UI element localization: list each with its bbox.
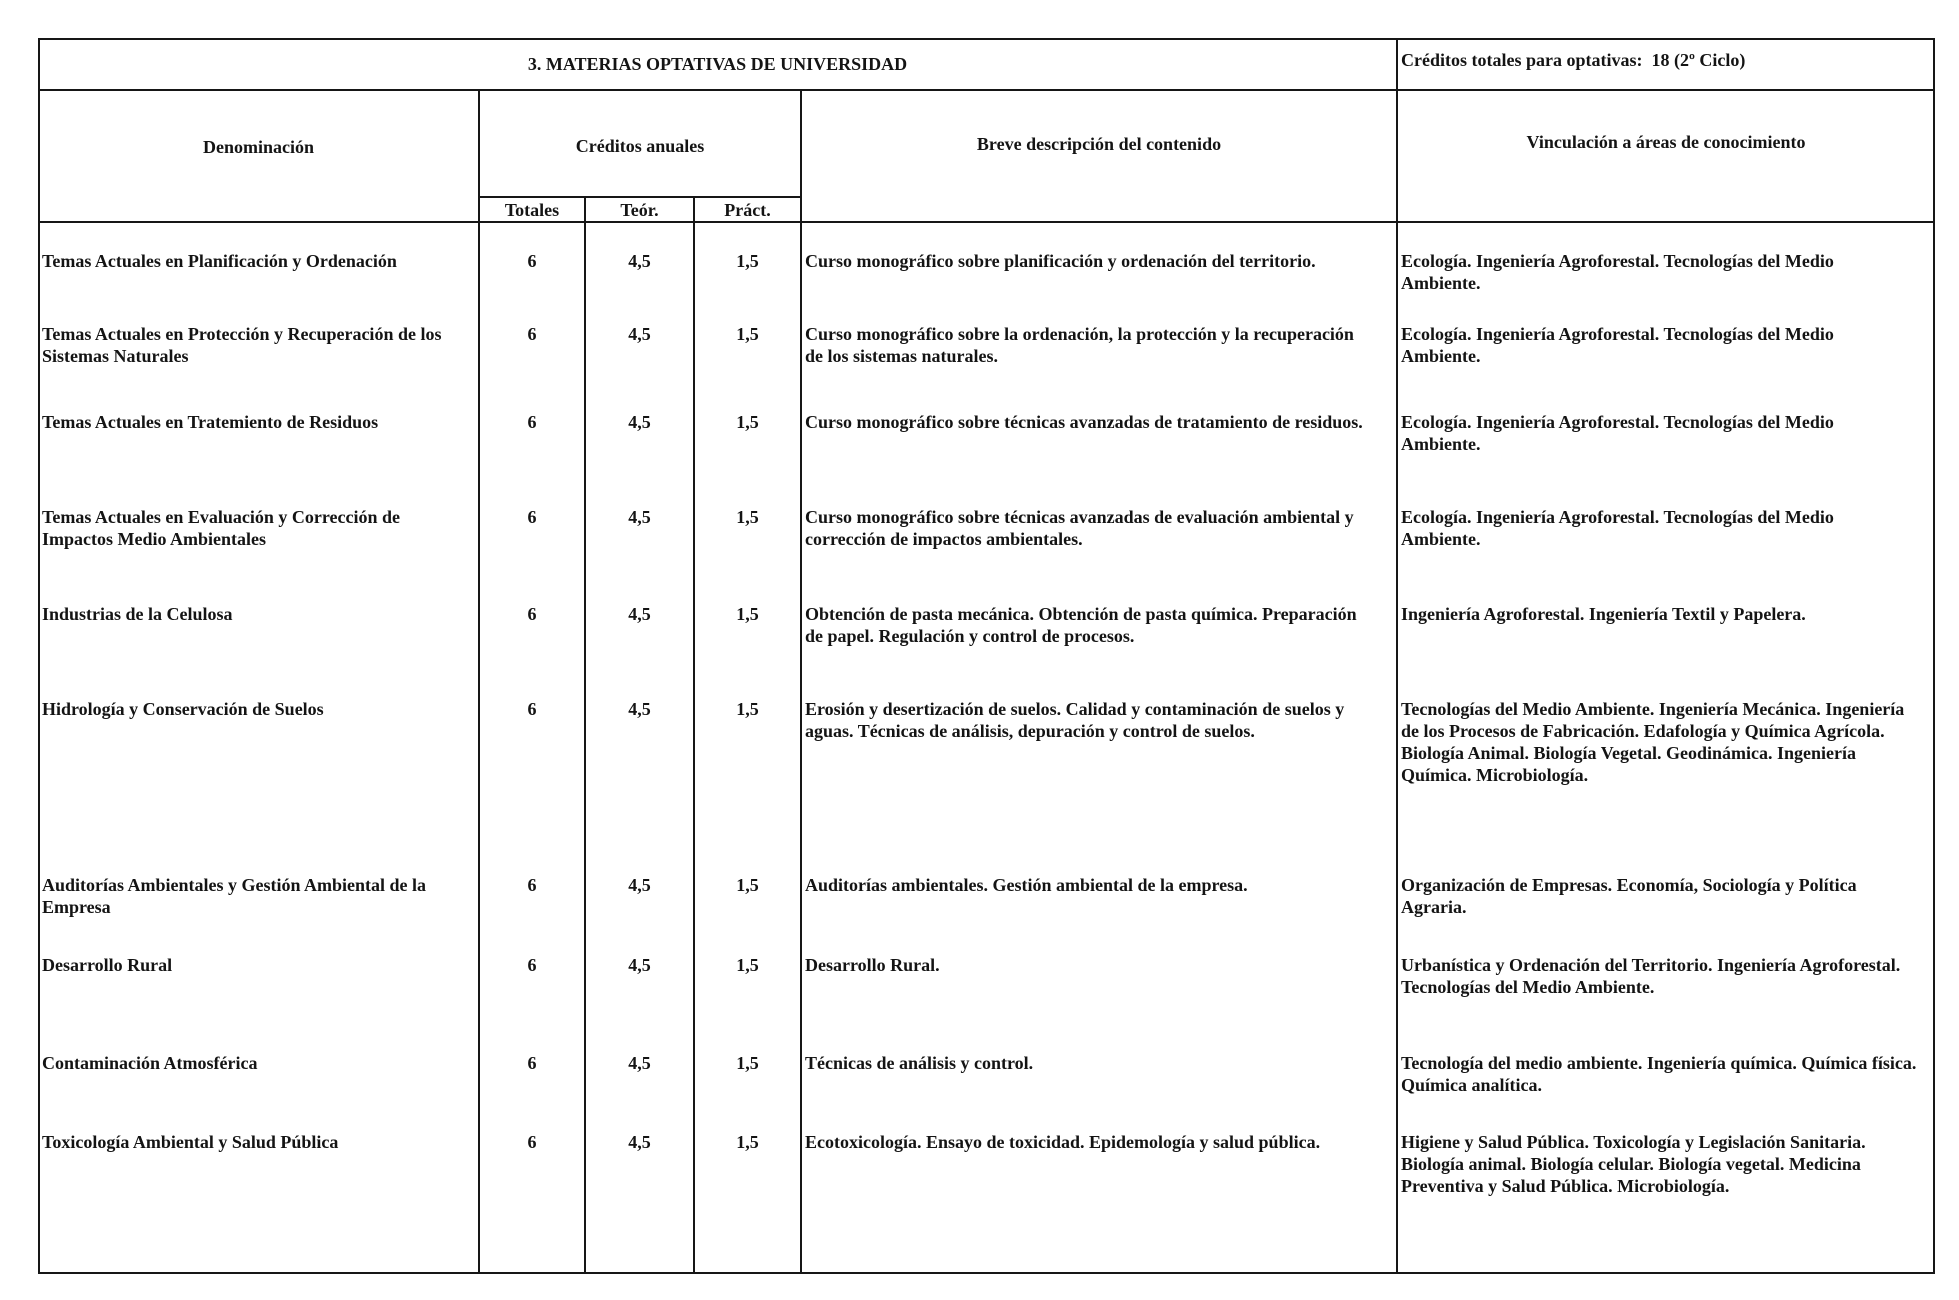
total-optional-credits: Créditos totales para optativas: 18 (2º Ciclo) (1401, 50, 1746, 70)
credits-theory: 4,5 (628, 1132, 651, 1152)
table-row (0, 1052, 1959, 1095)
credits-practice: 1,5 (736, 324, 759, 344)
knowledge-areas: Higiene y Salud Pública. Toxicología y Legislación Sanitaria. Biología animal. Biología celular. Biología vegetal. Medicina Preventiva y Salud Pública. Microbiología. (1401, 1132, 1866, 1196)
knowledge-areas: Tecnología del medio ambiente. Ingeniería química. Química física. Química analítica. (1401, 1053, 1917, 1095)
credits-subheader-divider (479, 196, 801, 198)
credits-practice: 1,5 (736, 412, 759, 432)
column-header-vinculacion: Vinculación a áreas de conocimiento (1526, 132, 1806, 152)
column-header-creditos-anuales: Créditos anuales (575, 136, 705, 156)
subject-name: Temas Actuales en Evaluación y Corrección de Impactos Medio Ambientales (42, 507, 400, 549)
table-row (0, 954, 1959, 997)
credits-practice: 1,5 (736, 875, 759, 895)
knowledge-areas: Ecología. Ingeniería Agroforestal. Tecnologías del Medio Ambiente. (1401, 251, 1834, 293)
subject-description: Curso monográfico sobre técnicas avanzadas de evaluación ambiental y corrección de impactos ambientales. (805, 507, 1354, 549)
column-header-denominacion: Denominación (202, 137, 314, 157)
table-row (0, 1131, 1959, 1196)
credits-total: 6 (527, 507, 537, 527)
column-header-descripcion: Breve descripción del contenido (976, 134, 1222, 154)
column-header-practicos: Práct. (724, 200, 771, 220)
knowledge-areas: Ecología. Ingeniería Agroforestal. Tecnologías del Medio Ambiente. (1401, 324, 1834, 366)
subject-name: Hidrología y Conservación de Suelos (42, 699, 324, 719)
credits-theory: 4,5 (628, 955, 651, 975)
table-row (0, 603, 1959, 646)
subject-description: Curso monográfico sobre técnicas avanzadas de tratamiento de residuos. (805, 412, 1363, 432)
title-row-divider (38, 89, 1935, 91)
credits-total: 6 (527, 699, 537, 719)
subject-name: Temas Actuales en Protección y Recuperación de los Sistemas Naturales (42, 324, 442, 366)
subject-description: Curso monográfico sobre la ordenación, la protección y la recuperación de los sistemas naturales. (805, 324, 1354, 366)
credits-theory: 4,5 (628, 875, 651, 895)
subject-name: Temas Actuales en Tratemiento de Residuos (42, 412, 379, 432)
credits-practice: 1,5 (736, 1053, 759, 1073)
table-row (0, 506, 1959, 549)
subject-name: Temas Actuales en Planificación y Ordenación (42, 251, 397, 271)
subject-description: Erosión y desertización de suelos. Calidad y contaminación de suelos y aguas. Técnicas de análisis, depuración y control de suelos. (805, 699, 1345, 741)
table-row (0, 698, 1959, 785)
subject-name: Industrias de la Celulosa (42, 604, 233, 624)
credits-total: 6 (527, 875, 537, 895)
subject-name: Desarrollo Rural (42, 955, 173, 975)
credits-theory: 4,5 (628, 251, 651, 271)
credits-theory: 4,5 (628, 507, 651, 527)
credits-practice: 1,5 (736, 604, 759, 624)
column-divider (584, 196, 586, 1274)
credits-practice: 1,5 (736, 955, 759, 975)
subject-description: Ecotoxicología. Ensayo de toxicidad. Epidemología y salud pública. (805, 1132, 1321, 1152)
credits-total: 6 (527, 604, 537, 624)
credits-practice: 1,5 (736, 251, 759, 271)
table-title: 3. MATERIAS OPTATIVAS DE UNIVERSIDAD (527, 54, 908, 74)
knowledge-areas: Ingeniería Agroforestal. Ingeniería Textil y Papelera. (1401, 604, 1806, 624)
subject-description: Técnicas de análisis y control. (805, 1053, 1034, 1073)
credits-theory: 4,5 (628, 604, 651, 624)
table-row (0, 323, 1959, 366)
subject-description: Auditorías ambientales. Gestión ambiental de la empresa. (805, 875, 1248, 895)
credits-theory: 4,5 (628, 1053, 651, 1073)
header-row-divider (38, 221, 1935, 223)
credits-practice: 1,5 (736, 699, 759, 719)
subject-name: Contaminación Atmosférica (42, 1053, 258, 1073)
column-header-totales: Totales (504, 200, 560, 220)
column-header-teoricos: Teór. (620, 200, 659, 220)
knowledge-areas: Organización de Empresas. Economía, Sociología y Política Agraria. (1401, 875, 1857, 917)
table-row (0, 874, 1959, 917)
credits-practice: 1,5 (736, 1132, 759, 1152)
subject-name: Toxicología Ambiental y Salud Pública (42, 1132, 339, 1152)
subject-description: Obtención de pasta mecánica. Obtención de pasta química. Preparación de papel. Regulación y control de procesos. (805, 604, 1357, 646)
credits-practice: 1,5 (736, 507, 759, 527)
knowledge-areas: Urbanística y Ordenación del Territorio. Ingeniería Agroforestal. Tecnologías del Medio Ambiente. (1401, 955, 1901, 997)
table-row (0, 411, 1959, 454)
column-divider (1396, 38, 1398, 1274)
credits-theory: 4,5 (628, 699, 651, 719)
credits-total: 6 (527, 251, 537, 271)
subject-description: Curso monográfico sobre planificación y ordenación del territorio. (805, 251, 1316, 271)
knowledge-areas: Tecnologías del Medio Ambiente. Ingeniería Mecánica. Ingeniería de los Procesos de Fabricación. Edafología y Química Agrícola. Biología Animal. Biología Vegetal. Geodinámica. Ingeniería Química. Microbiología. (1401, 699, 1905, 785)
credits-total: 6 (527, 324, 537, 344)
subject-description: Desarrollo Rural. (805, 955, 940, 975)
column-divider (693, 196, 695, 1274)
table-row (0, 250, 1959, 293)
credits-theory: 4,5 (628, 324, 651, 344)
credits-total: 6 (527, 412, 537, 432)
subject-name: Auditorías Ambientales y Gestión Ambiental de la Empresa (42, 875, 427, 917)
credits-total: 6 (527, 955, 537, 975)
knowledge-areas: Ecología. Ingeniería Agroforestal. Tecnologías del Medio Ambiente. (1401, 412, 1834, 454)
credits-total: 6 (527, 1132, 537, 1152)
credits-theory: 4,5 (628, 412, 651, 432)
credits-total: 6 (527, 1053, 537, 1073)
knowledge-areas: Ecología. Ingeniería Agroforestal. Tecnologías del Medio Ambiente. (1401, 507, 1834, 549)
